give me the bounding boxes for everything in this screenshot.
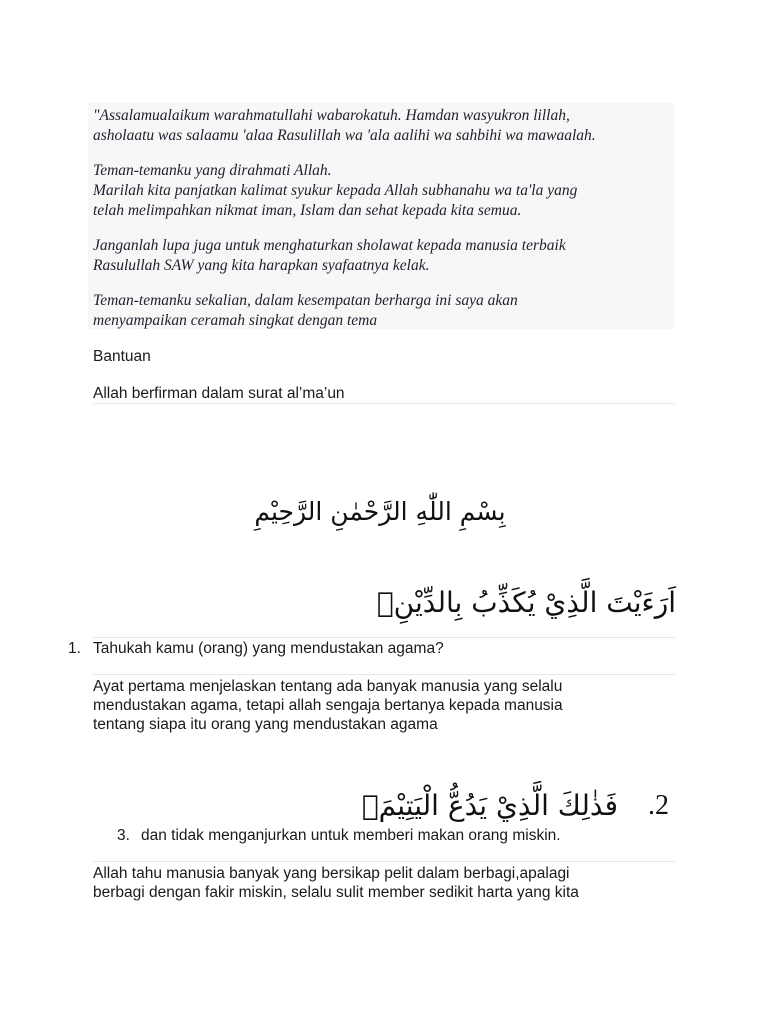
verse2-number: .2 (648, 790, 669, 821)
verse3-explanation (93, 864, 675, 902)
greeting-line: Teman-temanku sekalian, dalam kesempatan berharga ini saya akan (93, 292, 518, 309)
greeting-line: Teman-temanku yang dirahmati Allah. (93, 162, 332, 179)
greeting-line: "Assalamualaikum warahmatullahi wabarokatuh. Hamdan wasyukron lillah, (93, 107, 570, 124)
greeting-line: Marilah kita panjatkan kalimat syukur kepada Allah subhanahu wa ta'la yang (93, 182, 578, 199)
verse1-number: 1. (68, 640, 81, 657)
greeting-paragraph (93, 236, 674, 276)
basmalah-text: بِسْمِ اللّٰهِ الرَّحْمٰنِ الرَّحِيْمِ (254, 497, 506, 526)
greeting-line: Rasulullah SAW yang kita harapkan syafaatnya kelak. (93, 257, 430, 274)
divider (93, 861, 675, 862)
explanation-line: Allah tahu manusia banyak yang bersikap pelit dalam berbagi,apalagi (93, 865, 570, 882)
greeting-line: telah melimpahkan nikmat iman, Islam dan sehat kepada kita semua. (93, 202, 522, 219)
verse3-translation: dan tidak menganjurkan untuk memberi makan orang miskin. (141, 827, 561, 844)
greeting-paragraph (93, 106, 674, 146)
verse3-number: 3. (117, 827, 130, 844)
verse2-arabic: فَذٰلِكَ الَّذِيْ يَدُعُّ الْيَتِيْمَۙ (361, 789, 618, 822)
divider (93, 637, 675, 638)
greeting-paragraph (93, 291, 674, 331)
greeting-paragraph (93, 161, 674, 221)
divider (93, 674, 675, 675)
topic-title: Bantuan (93, 348, 151, 365)
greeting-line: asholaatu was salaamu 'alaa Rasulillah wa 'ala aalihi wa sahbihi wa mawaalah. (93, 127, 596, 144)
intro-text: Allah berfirman dalam surat al’ma’un (93, 385, 345, 402)
verse1-translation: Tahukah kamu (orang) yang mendustakan agama? (93, 640, 444, 657)
greeting-line: menyampaikan ceramah singkat dengan tema (93, 312, 378, 329)
greeting-block (88, 103, 674, 329)
explanation-line: berbagi dengan fakir miskin, selalu sulit member sedikit harta yang kita (93, 884, 579, 901)
verse1-explanation (93, 677, 675, 734)
greeting-line: Janganlah lupa juga untuk menghaturkan sholawat kepada manusia terbaik (93, 237, 566, 254)
divider (93, 403, 675, 404)
explanation-line: mendustakan agama, tetapi allah sengaja bertanya kepada manusia (93, 697, 563, 714)
verse1-arabic: اَرَءَيْتَ الَّذِيْ يُكَذِّبُ بِالدِّيْنِۗ (376, 586, 676, 619)
explanation-line: Ayat pertama menjelaskan tentang ada banyak manusia yang selalu (93, 678, 563, 695)
explanation-line: tentang siapa itu orang yang mendustakan agama (93, 716, 438, 733)
